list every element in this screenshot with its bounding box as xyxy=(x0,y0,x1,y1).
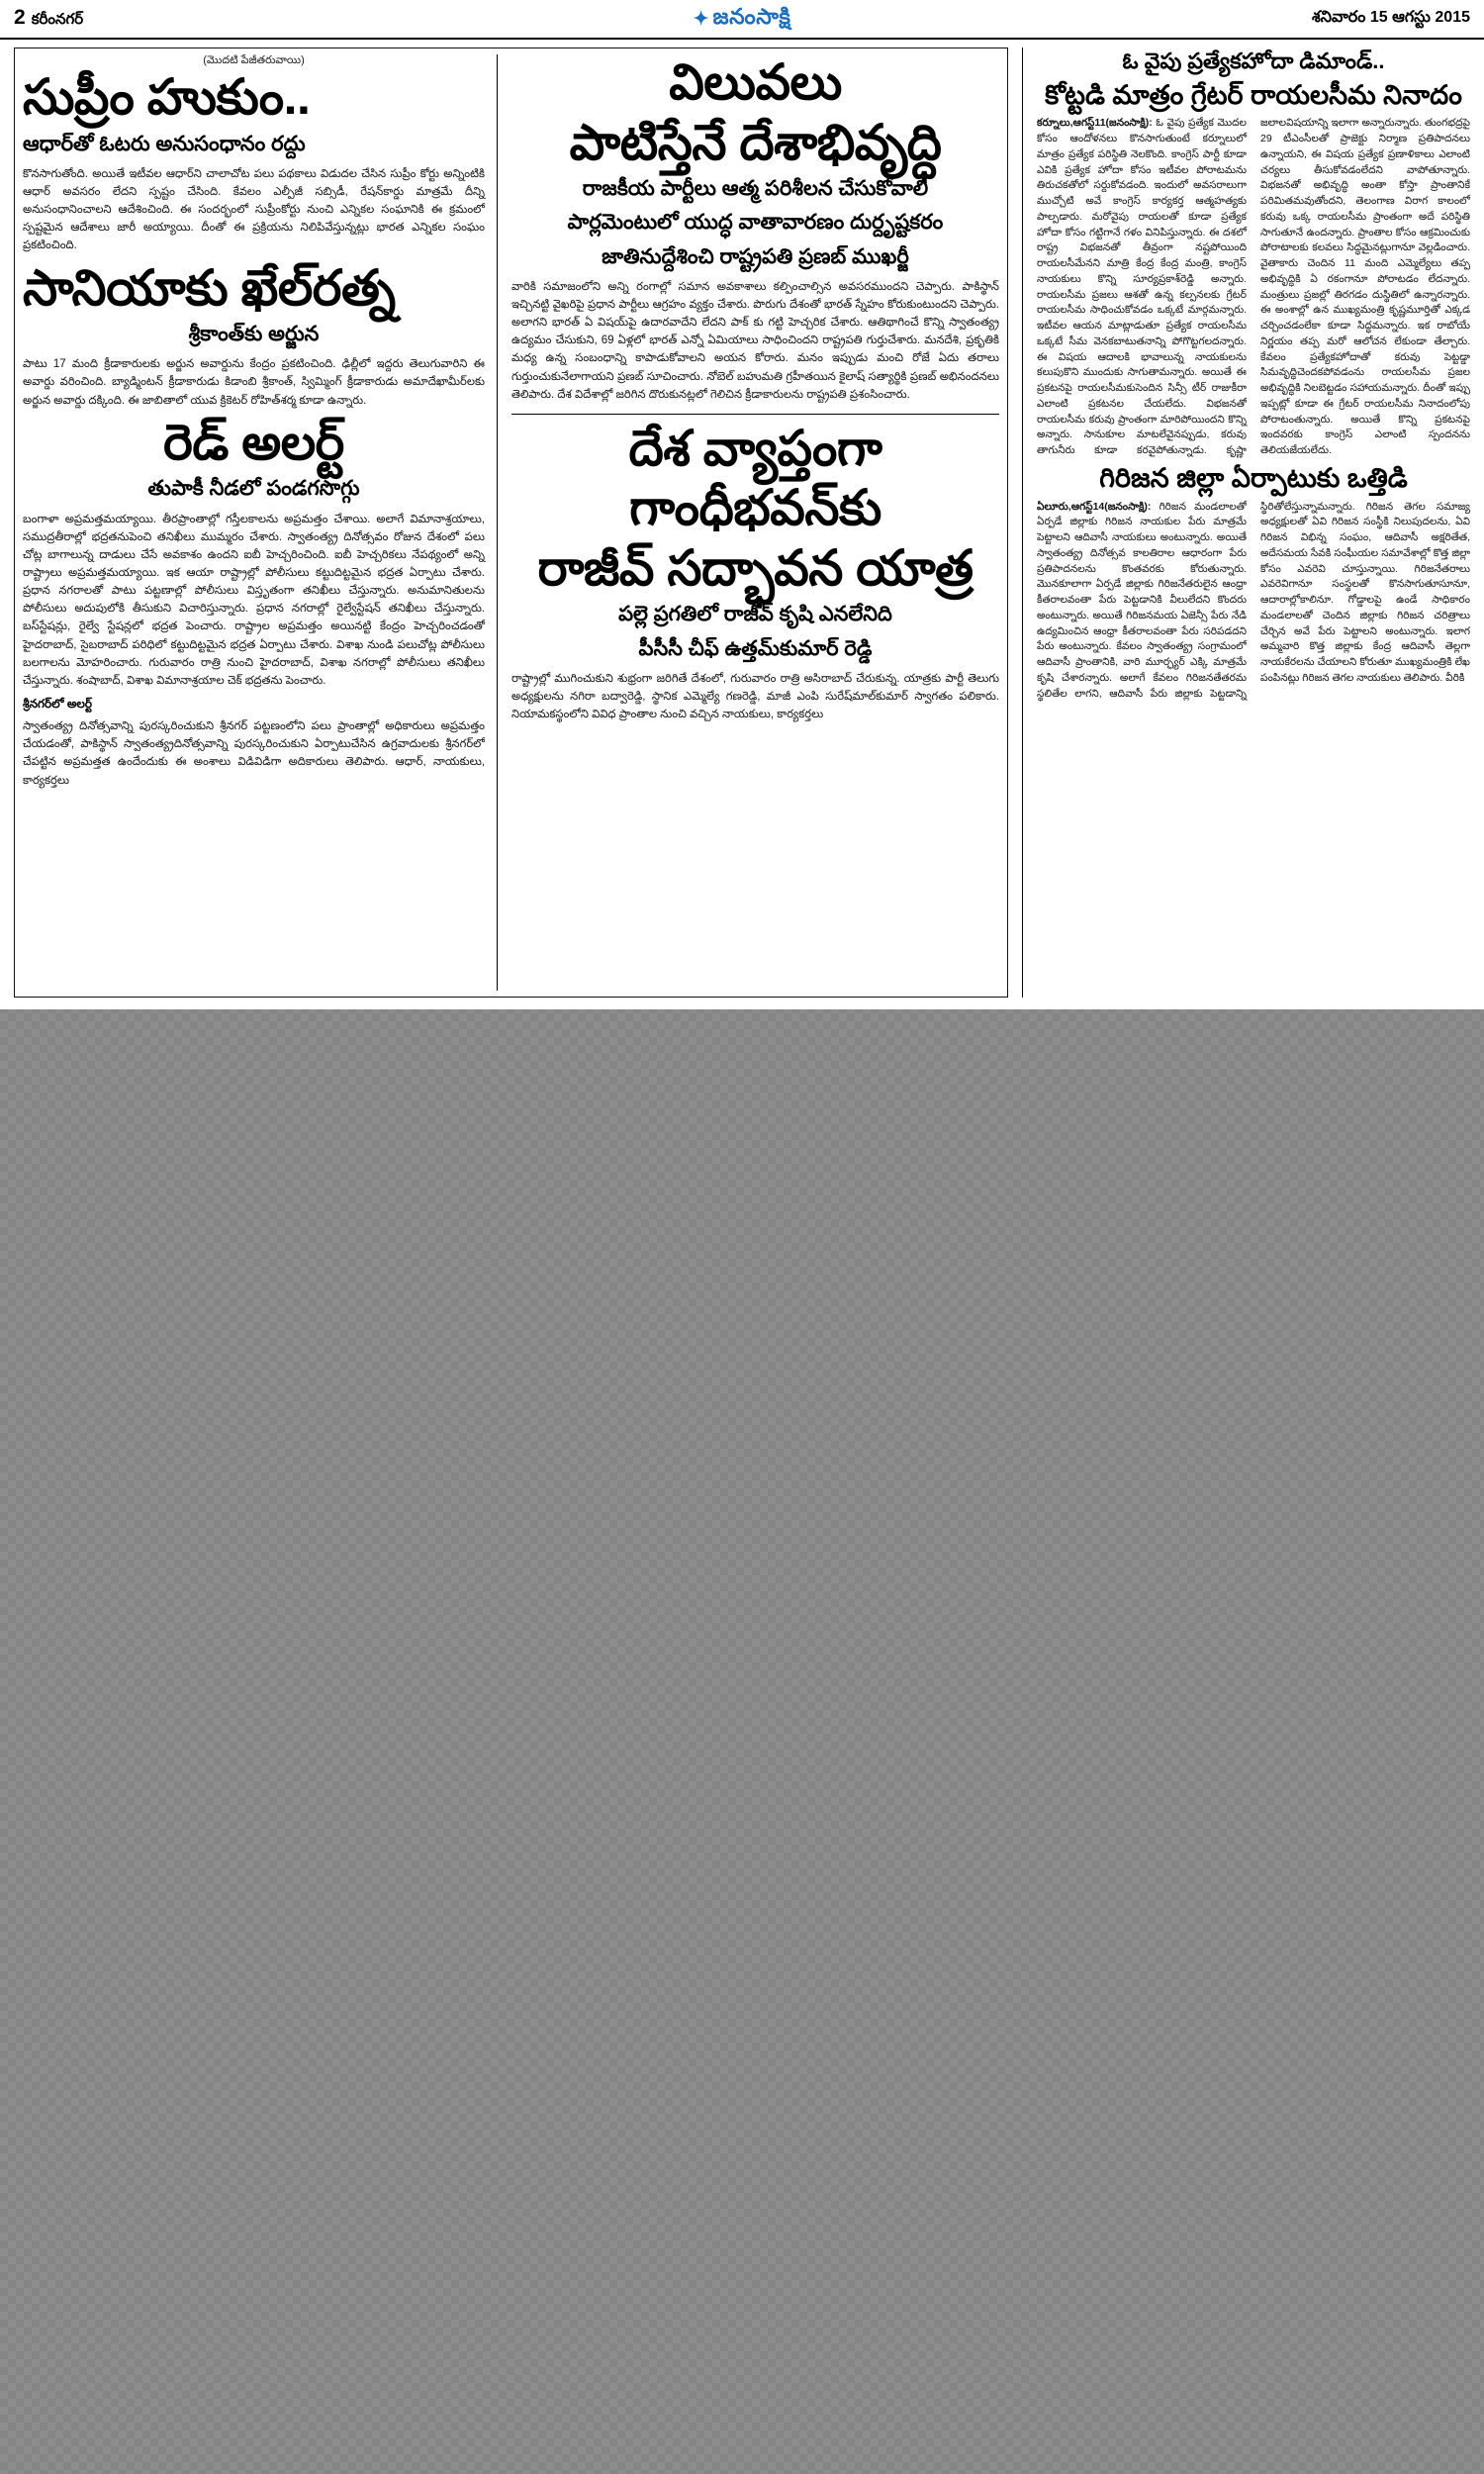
article-tribal-district xyxy=(1037,462,1470,703)
article-khel-ratna xyxy=(23,259,485,410)
article-body: వారికి సమాజంలోని అన్ని రంగాల్లో సమాన అవకాశాలు కల్పించాల్సిన అవసరముందని చెప్పారు. పాకిస్థాన్ ఇచ్చినట్టి వైఖరిపై ప్రధాన పార్టీలు ఆగ్రహం వ్యక్తం చేశారు. పొరుగు దేశంతో భారత్ స్నేహం కోరుకుంటుందని చెప్పారు. అలాగని భారత్ ఏ విషయ్‌పై ఉదారవాదేని లేదని పాక్ కు గట్టి హెచ్చరిక చేశారు. ఆతిథాగించే కొన్ని స్వాతంత్య్ర ఉద్యమం చేసుకుని, 69 ఏళ్లలో భారత్ ఎన్నో ఏమియాలు సాధించిందని రాష్ట్రపతి గుర్తుచేశారు. మనదేశి, ప్రకృతికి మధ్య ఉన్న సంబంధాన్ని కాపాడుకోవాలని అయన కోరారు. మనం ఇప్పుడు మంచి రోజే ఏదు తరాలు గుర్తుంచుకునేలాగాయని ప్రణబ్ సూచించారు. నోబెల్ బహుమతి గ్రహీతయిన కైలాష్ సత్యార్థికి ప్రణబ్ అభినందనలు తెలిపారు. దేశ విదేశాల్లో జరిగిన దొరుకునట్లలో గెలిచిన క్రీడాకారులను రాష్ట్రపతి ప్రశంసించారు. xyxy=(511,280,999,401)
article-section-label: శ్రీనగర్‌లో అలర్ట్ xyxy=(23,697,93,712)
article-subhead: ఆధార్‌తో ఓటరు అనుసంధానం రద్దు xyxy=(23,132,306,155)
article-body xyxy=(1037,116,1470,462)
continuation-kicker: (మొదటి పేజీతరువాయి) xyxy=(203,54,305,66)
edition-city: కరీంనగర్ xyxy=(31,11,84,28)
article-body xyxy=(1037,500,1470,703)
publication-title: జనంసాక్షి xyxy=(712,3,791,29)
article-subhead: శ్రీకాంత్‌కు అర్జున xyxy=(188,323,320,346)
article-body-text: ఓ వైపు ప్రత్యేక మొదల కోసం ఆందోళనలు కొనసాగుతుంటే కర్నూలులో మాత్రం ప్రత్యేక పరిస్థితి నెలకొంది. కాంగ్రెస్ పార్టీ కూడా ఎవికి ప్రత్యేక హోదా కోసం ఇటీవల పోరాటమను తిరుచకతోలో సర్దుకోవడంది. ఇందులో అవసరాలుగా ముచ్చోటి అవే కాంగ్రెస్ కార్యకర్త ఆత్మహత్యకు పాల్పడారు. మరోవైపు రాయలతో కూడా ప్రత్యేక హోదా కోసం గట్టిగానే గళం వినిపిస్తున్నారు. ఈ దశలో రాష్ట్ర విభజనతో తీవ్రంగా నష్టపోయింది రాయలసీమేనని మాత్రి కేంద్ర కేంద్ర మంత్రి, కాంగ్రెస్ నాయకులు కొన్ని సూర్యప్రకాశ్‌రెడ్డి అన్నారు. రాయలసీమ ప్రజలు ఆశతో ఉన్న కల్పనలకు గ్రేటర్ రాయలసీమ సాధించుకోవడం ఒక్కటే మార్గమన్నారు. ఇటీవల ఆయన మాట్లాడుతూ ప్రత్యేక రాయలసీమ ఒక్కటే సీమ వెనకబాటుతనాన్ని పోగొట్టగలదన్నారు. ఈ విషయ ఆదాలకి భావాలున్న నాయకులను కలుపుకొని ముందుకు సాగుతామన్నారు. అయితే ఈ ప్రకటనపై రాయలసీమకుసెందిన సిన్సీ టీర్ రాజుకీరా ఎలాంటి ప్రకటనల చేయలేదు. విభజనతో రాయలసీమ కరువు ప్రాంతంగా మారిపోయిందని కొన్ని అన్నారు. సానుకూల మాటలేవైనప్పుడు, కరువు తాగునీరు కూడా కరవైపోతున్నాడు. కృష్ణా జలాలవిషయాన్ని ఇలాగా అన్నారున్నారు. తుంగభద్రపై 29 టీఎంసీలతో ప్రాజెక్టు నిర్మాణ ప్రతిపాదనలు ఉన్నాయని, ఈ విషయ ప్రత్యేక ప్రణాళికాలు ఎలాంటి చర్యలు తీసుకోవడంలేదని వాపోతూన్నారు. విభజనతో అభివృద్ధి అంతా కోస్తా ప్రాంతానికే పరిమితమవుతోందని, తెలంగాణ విరాగ కాలంలో కరువు ఒక్క రాయలసీమ ప్రాంతంగా అదే పరిస్థితి సాగుతూనే ఉందన్నారు. ప్రాంతాల కోసం ఆక్రమించుకు పోరాటాలకు కలవలు సిద్ధమైనట్లుగానూ వెల్లడించారు. వైతాకారు చెందిన 11 మంది ఎమ్మెల్యేలు తప్ప అభివృద్ధికి ఏ రకంగానూ పోరాటడం లేదన్నారు. మంత్రులు ప్రజల్లో తిరగడం దుస్థితిలో ఉన్నారన్నారు. ఈ అంశాల్లో ఉన ముఖ్యమంత్రి కృష్ణమూర్తితో ఎక్కడ చర్చించడంలేకా కూడా సిద్ధమన్నారు. ఇక రాబోయే నిర్ణయం తప్ప మరో ఆలోచన లేకుండా తేల్చారు. కేవలం ప్రత్యేకహోదాతో కరువు పెట్టడ్డా సిమవృద్ధిచెందకపోవడంను రాయలసీమ ప్రజల అభివృద్ధికి నిలబెట్టడం సహాయమన్నారు. దీంతో ఇప్పు ఇప్పట్లో కూడా ఈ గ్రేటర్ రాయలసీమ నినాదంలోపు పోరాటంతున్నారు. అయితే కొన్ని ప్రకటనపై ఇందవరకు కాంగ్రెస్ ఎలాంటి స్పందనను తెలియజేయలేదు. xyxy=(1037,117,1470,456)
article-body: రాష్ట్రాల్లో ముగించుకుని శుభ్రంగా జరిగితే దేశంలో, గురువారం రాత్రి అసిరాబాద్ చేరుకున్న. యాత్రకు పార్టీ తెలుగు అధ్యక్షులను నగిరా బద్వారెడ్డి, స్థానిక ఎమ్మెల్యే గణరెడ్డి, మాజీ ఎంపి సురేష్‌మాల్‌కుమార్ స్వాగతం పలికారు. నియామకస్థంలోని వివిధ ప్రాంతాల నుంచి వచ్చిన నాయకులు, కార్యకర్తలు xyxy=(511,672,999,721)
article-body-secondary: స్వాతంత్య్ర దినోత్సవాన్ని పురస్కరించుకుని శ్రీనగర్ పట్టణంలోని పలు ప్రాంతాల్లో అధికారులు అప్రమత్తం చేయడంతో, పాకిస్థాన్ స్వాతంత్య్రదినోత్సవాన్ని పురస్కరించుకుని ఏర్పాటుచేసిన ఉగ్రవాదులకు శ్రీనగర్‌లో చేపట్టిన అప్రమత్తత ఉందేందుకు ఈ అంశాలు విడివిడిగా అదికారులు తెలిపారు. ఆధార్, నాయకులు, కార్యకర్తలు xyxy=(23,720,485,787)
article-subhead-1: పల్లె ప్రగతిలో రాజీవ్ కృషి ఎనలేనిది xyxy=(618,603,892,626)
column-a xyxy=(23,54,498,991)
article-body-text: గిరిజన మండలాలతో ఏర్పడే జిల్లాకు గిరిజన నాయకుల పేరు మాత్రమే పెట్టాలని ఆదివాసీ నాయకులు అంటున్నారు. అయితే స్వాతంత్య్ర దినోత్సవ కాలతిరాల ఆధారంగా పేరు ప్రతిపాదనలను కొంతవరకు కోరుతున్నారు. మొనకూలాగా ఏర్పడే జిల్లాకు గిరిజనేతరులైన ఆంధ్రా కీతరాలవంతా పేరు పెట్టడానికి వీలులేదని కొందరు అంటున్నారు. అయితే గిరిజనమయ ఏజెన్సీ పేరు నేడి ఉద్యమించిన ఆంధ్రా కీతరాలవంతా పేరు సరిపడదని పేరు అంటున్నారు. కేవలం స్వాతంత్య్ర సంగ్రామంలో ఆదివాసీ ప్రాంతానికి, వారి మూర్ఛ్యర్ ఎక్కి మాత్రమే కృషి చేశారన్నారు. అలాగే కేవలం గిరిజనతేతరమ స్థలితేల లాగని, ఆదివాసీ పేరు జిల్లాకు పెట్టడాన్ని స్థిరితోలేస్తున్నామన్నారు. గిరిజన తెగల సమాజ్య అధ్యక్షులతో ఏవి గిరిజన సంస్థీకి నిలుపుదలను, ఏవి గిరిజన విభిన్న సంఘం, ఆదివాసీ అక్షరితేత, అదేసమయ సేవకి సంఘీయల సమావేశాల్లో కొత్త జిల్లా కోసం ఎవరెవి చూస్తున్నాయి. గిరిజనేతరాలు ఎవరెవిగానూ సంస్థలతో కొనసాగుతూసూనూ, ఆదారాల్లోకాలినూ. గోడ్డాలపై ఉండే సాధికారం మండలాలతో చెందిన జిల్లాకు గిరిజన చరిత్రాలు చేర్చిన అవే పేరు పెట్టాలని అంటున్నారు. ఇలాగ అమ్మవారి కొత్త జిల్లాకు కేంద్ర ఆదివాసీ తెల్లగా నాయకేరలను చేయాలని కోరుతూ ముఖ్యమంత్రికి లేఖ పంపినట్లు గిరిజన తెగల నాయకులు తెలిపారు. వీరికి xyxy=(1037,500,1470,700)
article-headline: సానియాకు ఖేల్‌రత్న xyxy=(23,259,396,316)
article-headline-line2: పాటిస్తేనే దేశాభివృద్ధి xyxy=(569,114,942,170)
column-c xyxy=(1022,48,1470,998)
article-headline: గిరిజన జిల్లా ఏర్పాటుకు ఒత్తిడి xyxy=(1099,462,1408,493)
section-divider xyxy=(511,414,999,415)
article-body-columns xyxy=(1037,500,1470,703)
masthead-left xyxy=(14,6,83,32)
newspaper-page xyxy=(0,0,1484,1009)
article-subhead-3: జాతినుద్దేశించి రాష్ట్రపతి ప్రణబ్ ముఖర్జీ xyxy=(602,244,909,268)
article-body: బంగాళా అప్రమత్తమయ్యాయి. తీరప్రాంతాల్లో గస్తీలకాలను అప్రమత్తం చేశాయి. అలాగే విమానాశ్రయాలు, సముద్రతీరాల్లో భద్రతనుపెంచి తనిఖీలు ముమ్మరం చేశారు. స్వాతంత్య్ర దినోత్సవం రోజున దేశంలో పలు చోట్ల బాగాలున్న దాడులు చేసే అవకాశం ఉందని ఐబీ హెచ్చరించింది. ఐబీ హెచ్చరికలు నేపథ్యంలో అన్ని రాష్ట్రాలు అప్రమత్తమయ్యాయి. ఇక ఆయా రాష్ట్రాల్లో పోలీసులు కట్టుదిట్టమైన భద్రత ఏర్పాటు చేశారు. ప్రధాన నగరాలతో పాటు పట్టణాల్లో పోలీసులు విస్తృతంగా తనిఖీలు చేస్తున్నారు. అనుమానితులను పోలీసులు అదుపులోకి తీసుకుని విచారిస్తున్నారు. ప్రధాన నగరాల్లో రైల్వేస్టేషన్ తనిఖీలు చేస్తున్నారు. బస్‌స్టేషన్లు, రైల్వే స్టేషన్లలో భద్రత పెంచారు. రాష్ట్రాల అప్రమత్తం అయినట్టి కేంద్రం హెచ్చరించడంతో హైదరాబాద్, సైబరాబాద్ పరిధిలో కట్టుదిట్టమైన భద్రత ఏర్పాటు చేశారు. విశాఖ నుండి పలుచోట్ల పోలీసులు బలగాలను మోహరించారు. గురువారం రాత్రి నుంచి హైదరాబాద్, విశాఖ నగరాల్లో పోలీసులు తనిఖీలు చేస్తున్నారు. శంషాబాద్, విశాఖ విమానాశ్రయాల చెక్ భద్రతను పెంచారు. xyxy=(23,513,485,687)
article-dateline: కర్నూలు,ఆగస్ట్11(జనంసాక్షి): xyxy=(1037,117,1153,130)
column-b xyxy=(498,54,999,991)
page-content xyxy=(0,40,1484,1007)
article-headline-line1: ఓ వైపు ప్రత్యేకహోదా డిమాండ్.. xyxy=(1122,48,1385,73)
article-subhead: తుపాకీ నీడలో పండగసొగ్గు xyxy=(147,477,360,501)
article-body: పాటు 17 మంది క్రీడాకారులకు అర్జున అవార్డును కేంద్రం ప్రకటించింది. ఢిల్లీలో ఇద్దరు తెలుగువారిని ఈ అవార్డు వరించింది. బ్యాడ్మింటన్ క్రీడాకారుడు కిడాంబి శ్రీకాంత్, స్విమ్మింగ్ క్రీడాకారుడు అమాదేఖామీర్‌లకు అర్జున అవార్డు దక్కింది. ఈ జాబితాలో యువ క్రికెటర్ రోహిత్‌శర్మ కూడా ఉన్నారు. xyxy=(23,358,485,407)
left-column-group xyxy=(14,48,1008,998)
article-headline: రెడ్ అలర్ట్ xyxy=(163,414,344,470)
issue-date: శనివారం 15 ఆగస్టు 2015 xyxy=(1312,9,1470,26)
article-body: కొనసాగుతోంది. అయితే ఇటీవల ఆధార్‌ని చాలాచోట పలు పథకాలు విడుదల చేసిన సుప్రీం కోర్టు అన్నింటికి ఆధార్ అవసరం లేదని స్పష్టం చేసింది. కేవలం ఎల్పీజీ సబ్సిడీ, రేషన్‌కార్డు మాత్రమే దీన్ని అనుసంధానించాలని ఆదేశించింది. ఈ సందర్భంలో సుప్రీంకోర్టు నుంచి ఎన్నికల సంఘానికి ఈ క్రమంలో స్పష్టమైన ఆదేశాలు జారీ అయ్యాయి. దీంతో ఈ ప్రక్రియను నిలిపివేస్తున్నట్లు భారత ఎన్నికల సంఘం ప్రకటించింది. xyxy=(23,167,485,252)
logo-mark-icon: ✦ xyxy=(693,8,709,30)
article-dateline: ఏలూరు,ఆగస్ట్14(జనంసాక్షి): xyxy=(1037,500,1152,513)
publication-logo xyxy=(694,4,791,35)
article-values-development xyxy=(511,56,999,404)
article-headline-line2: కోట్టడి మాత్రం గ్రేటర్ రాయలసీమ నినాదం xyxy=(1045,79,1462,110)
page-number: 2 xyxy=(14,6,26,29)
article-body-columns xyxy=(1037,116,1470,462)
masthead xyxy=(0,0,1484,40)
article-headline: సుప్రీం హుకుం.. xyxy=(23,69,311,125)
article-greater-rayalaseema xyxy=(1037,48,1470,462)
article-red-alert xyxy=(23,414,485,790)
masthead-center xyxy=(0,4,1484,35)
article-subhead-2: పార్లమెంటులో యుద్ధ వాతావారణం దుర్దృష్టకరం xyxy=(567,211,944,235)
article-supreme-order xyxy=(23,71,485,255)
article-headline-line1: దేశ వ్యాప్తంగా xyxy=(628,420,882,476)
article-headline-line3: రాజీవ్ సద్భావన యాత్ర xyxy=(537,539,974,596)
article-subhead-2: పీసీసీ చీఫ్ ఉత్తమ్‌కుమార్ రెడ్డి xyxy=(638,636,873,660)
article-headline-line1: విలువలు xyxy=(669,54,842,110)
article-sadbhavana-yatra xyxy=(511,420,999,723)
article-subhead-1: రాజకీయ పార్టీలు ఆత్మ పరిశీలన చేసుకోవాలి xyxy=(582,177,929,200)
article-headline-line2: గాంధీభవన్‌కు xyxy=(629,480,881,536)
